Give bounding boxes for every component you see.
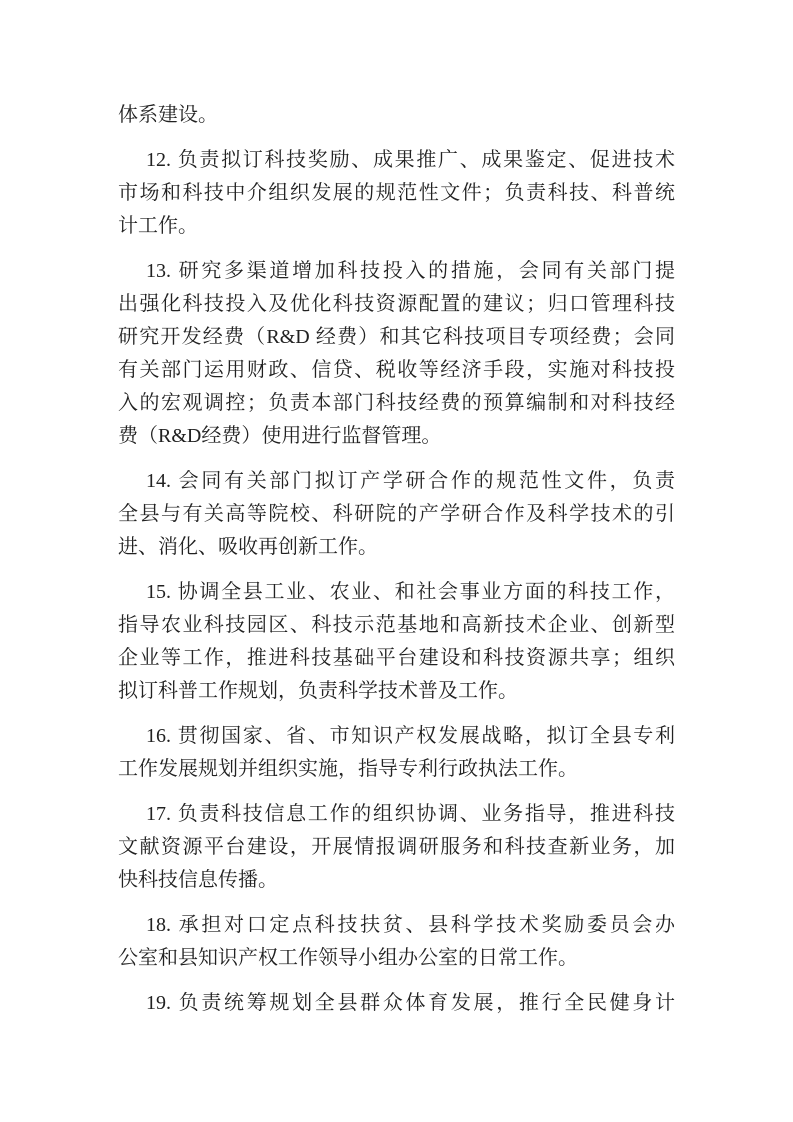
text-line: 企业等工作，推进科技基础平台建设和科技资源共享；组织 (118, 647, 675, 669)
paragraph-item-17 (118, 798, 675, 897)
text-line: 指导农业科技园区、科技示范基地和高新技术企业、创新型 (118, 614, 675, 636)
text-line: 文献资源平台建设，开展情报调研服务和科技查新业务，加 (118, 836, 675, 858)
document-text (118, 99, 675, 1020)
text-line: 快科技信息传播。 (118, 869, 278, 891)
text-line: 研究开发经费（R&D 经费）和其它科技项目专项经费；会同 (118, 326, 675, 348)
text-line: 出强化科技投入及优化科技资源配置的建议；归口管理科技 (118, 293, 675, 315)
paragraph-item-14 (118, 465, 675, 564)
text-line: 入的宏观调控；负责本部门科技经费的预算编制和对科技经 (118, 392, 675, 414)
text-line: 公室和县知识产权工作领导小组办公室的日常工作。 (118, 947, 578, 969)
paragraph-continuation (118, 99, 675, 132)
text-line: 18. 承担对口定点科技扶贫、县科学技术奖励委员会办 (146, 914, 675, 936)
paragraph-item-16 (118, 720, 675, 786)
text-line: 14. 会同有关部门拟订产学研合作的规范性文件，负责 (146, 470, 675, 492)
paragraph-item-18 (118, 909, 675, 975)
text-line: 拟订科普工作规划，负责科学技术普及工作。 (118, 680, 518, 702)
text-line: 费（R&D经费）使用进行监督管理。 (118, 425, 442, 447)
paragraph-item-12 (118, 144, 675, 243)
paragraph-item-15 (118, 576, 675, 708)
text-line: 进、消化、吸收再创新工作。 (118, 536, 378, 558)
text-line: 15. 协调全县工业、农业、和社会事业方面的科技工作， (146, 581, 675, 603)
text-line: 计工作。 (118, 215, 198, 237)
paragraph-item-13 (118, 255, 675, 453)
text-line: 12. 负责拟订科技奖励、成果推广、成果鉴定、促进技术 (146, 149, 675, 171)
text-line: 19. 负责统筹规划全县群众体育发展，推行全民健身计 (146, 992, 675, 1014)
text-line: 13. 研究多渠道增加科技投入的措施，会同有关部门提 (146, 260, 675, 282)
text-line: 16. 贯彻国家、省、市知识产权发展战略，拟订全县专利 (146, 725, 675, 747)
text-line: 17. 负责科技信息工作的组织协调、业务指导，推进科技 (146, 803, 675, 825)
text-line: 全县与有关高等院校、科研院的产学研合作及科学技术的引 (118, 503, 675, 525)
text-line: 市场和科技中介组织发展的规范性文件；负责科技、科普统 (118, 182, 675, 204)
paragraph-item-19 (118, 987, 675, 1020)
text-line: 有关部门运用财政、信贷、税收等经济手段，实施对科技投 (118, 359, 675, 381)
text-line: 工作发展规划并组织实施，指导专利行政执法工作。 (118, 758, 578, 780)
text-line: 体系建设。 (118, 104, 218, 126)
